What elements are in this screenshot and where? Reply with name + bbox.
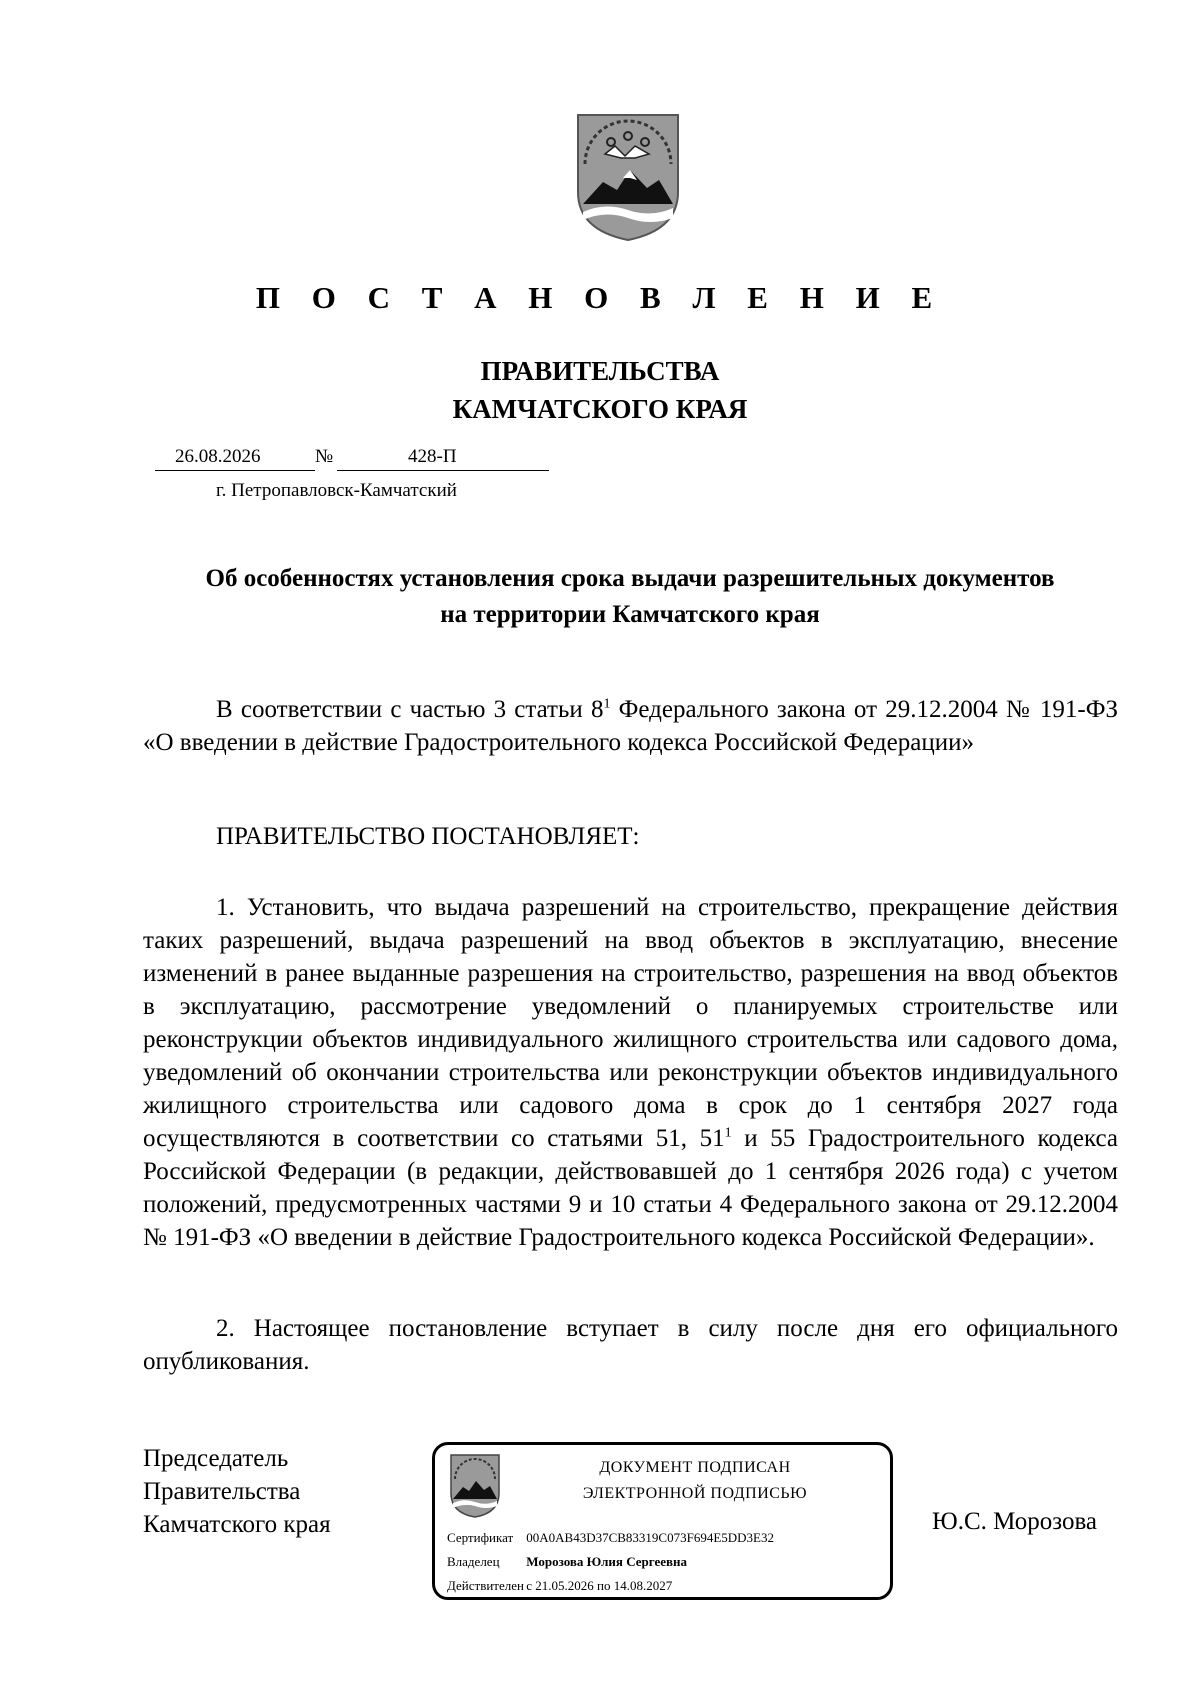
document-subject — [140, 561, 1120, 633]
coat-of-arms-emblem — [575, 112, 681, 242]
place-of-issue: г. Петропавловск-Камчатский — [216, 480, 457, 501]
stamp-emblem-icon — [449, 1453, 501, 1519]
paragraph-1-text-b: и 55 Градостроительного кодекса Российской Федерации (в редакции, действовавшей до 1 сентября 2026 года) с учетом положений, предусмотренных частями 9 и 10 статьи 4 Федерального закона от 29.12.2004 № 191-ФЗ «О введении в действие Градостроительного кодекса Российской Федерации». — [143, 1125, 1119, 1251]
paragraph-1-text-a: 1. Установить, что выдача разрешений на строительство, прекращение действия таких разрешений, выдача разрешений на ввод объектов в эксплуатацию, внесение изменений в ранее выданные разрешения на строительство, разрешения на ввод объектов в эксплуатацию, рассмотрение уведомлений о планируемых строительстве или реконструкции объектов индивидуального жилищного строительства или садового дома, уведомлений об окончании строительства или реконструкции объектов индивидуального жилищного строительства или садового дома в срок до 1 сентября 2027 года осуществляются в соответствии со статьями 51, 51 — [143, 894, 1118, 1152]
certificate-label: Сертификат — [447, 1530, 514, 1545]
position-line-2: Правительства — [143, 1478, 301, 1505]
issuer-heading — [0, 352, 1200, 428]
preamble-text-b: Федерального закона от 29.12.2004 № 191-ФЗ «О введении в действие Градостроительного кодекса Российской Федерации» — [143, 696, 1118, 756]
signatory-position — [143, 1442, 331, 1541]
preamble-paragraph — [143, 693, 1118, 759]
owner-label: Владелец — [447, 1554, 500, 1569]
issuer-line-1: ПРАВИТЕЛЬСТВА — [480, 356, 720, 386]
certificate-value: 00A0AB43D37CB83319C073F694E5DD3E32 — [526, 1530, 774, 1545]
preamble-superscript: 1 — [603, 696, 611, 712]
subject-line-2: на территории Камчатского края — [440, 601, 820, 628]
document-type-heading: П О С Т А Н О В Л Е Н И Е — [255, 280, 945, 315]
validity-label: Действителен — [447, 1578, 524, 1593]
position-line-3: Камчатского края — [143, 1511, 331, 1538]
issuer-line-2: КАМЧАТСКОГО КРАЯ — [452, 394, 748, 424]
document-date: 26.08.2026 — [175, 446, 261, 467]
signatory-name: Ю.С. Морозова — [932, 1508, 1098, 1535]
stamp-title-line-1: ДОКУМЕНТ ПОДПИСАН — [599, 1459, 791, 1476]
number-underline — [337, 470, 549, 471]
date-underline — [155, 470, 315, 471]
resolves-heading: ПРАВИТЕЛЬСТВО ПОСТАНОВЛЯЕТ: — [216, 823, 640, 850]
electronic-signature-stamp — [432, 1442, 893, 1600]
validity-value: с 21.05.2026 по 14.08.2027 — [526, 1578, 673, 1593]
preamble-text-a: В соответствии с частью 3 статьи 8 — [216, 696, 604, 723]
owner-value: Морозова Юлия Сергеевна — [526, 1554, 688, 1569]
stamp-title-line-2: ЭЛЕКТРОННОЙ ПОДПИСЬЮ — [582, 1485, 808, 1502]
document-number: 428-П — [408, 446, 457, 467]
paragraph-1-superscript: 1 — [724, 1125, 732, 1141]
paragraph-1 — [143, 891, 1118, 1254]
stamp-owner-row — [447, 1554, 687, 1570]
stamp-certificate-row — [447, 1530, 774, 1546]
subject-line-1: Об особенностях установления срока выдачи разрешительных документов — [205, 565, 1055, 592]
stamp-title — [545, 1455, 845, 1507]
stamp-validity-row — [447, 1578, 672, 1594]
number-label: № — [315, 446, 334, 467]
position-line-1: Председатель — [143, 1445, 289, 1472]
paragraph-2: 2. Настоящее постановление вступает в силу после дня его официального опубликования. — [143, 1315, 1118, 1375]
